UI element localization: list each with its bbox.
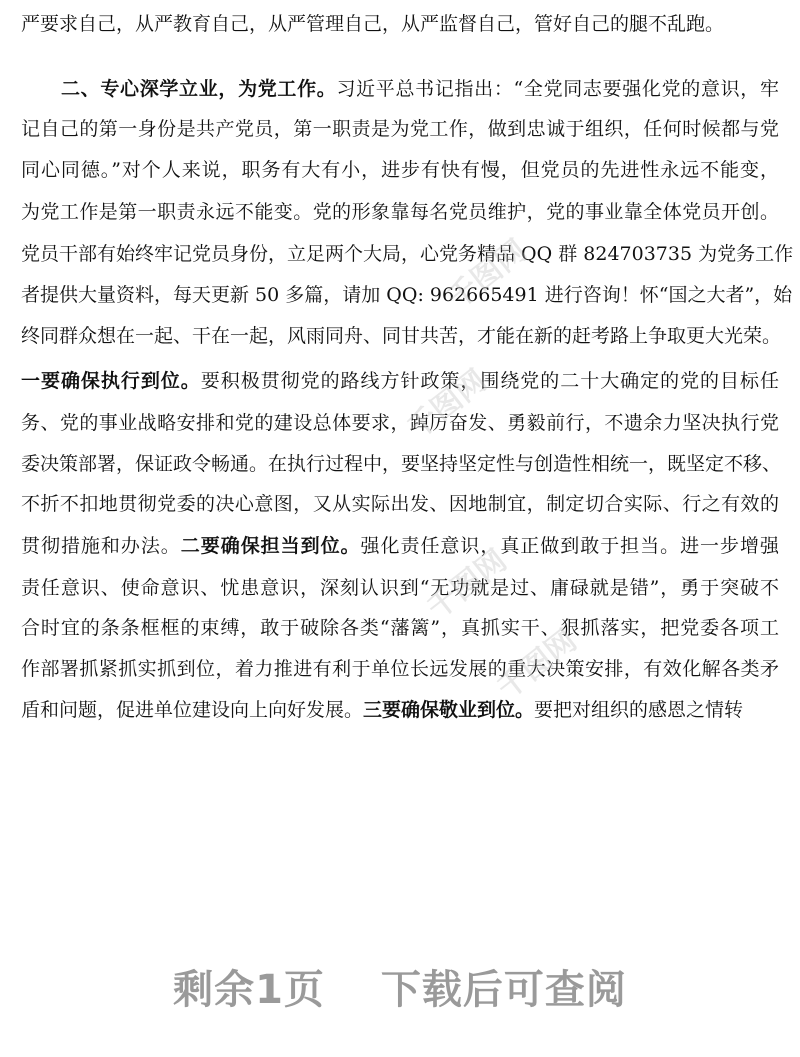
body-text: 务、党的事业战略安排和党的建设总体要求，踔厉奋发、勇毅前行，不遗余力坚决执行党 <box>21 412 779 434</box>
text-line <box>21 534 779 558</box>
text-line <box>21 657 779 681</box>
body-text: 要把对组织的感恩之情转 <box>534 699 744 721</box>
body-text: 要积极贯彻党的路线方针政策，围绕党的二十大确定的党的目标任 <box>200 370 779 392</box>
text-line <box>21 324 782 348</box>
body-text: 同心同德。”对个人来说，职务有大有小，进步有快有慢，但党员的先进性永远不能变， <box>21 159 779 181</box>
text-line <box>21 12 779 36</box>
body-text: 强化责任意识，真正做到敢于担当。进一步增强 <box>360 535 779 557</box>
body-text: 严要求自己，从严教育自己，从严管理自己，从严监督自己，管好自己的腿不乱跑。 <box>21 13 725 35</box>
body-text: 委决策部署，保证政令畅通。在执行过程中，要坚持坚定性与创造性相统一，既坚定不移、 <box>21 453 782 475</box>
body-text: 终同群众想在一起、干在一起，风雨同舟、同甘共苦，才能在新的赶考路上争取更大光荣。 <box>21 325 782 347</box>
bold-heading-text: 二、专心深学立业，为党工作。 <box>61 78 337 100</box>
body-text: 盾和问题，促进单位建设向上向好发展。 <box>21 699 364 721</box>
text-line <box>21 411 779 435</box>
body-text: 党员干部有始终牢记党员身份，立足两个大局，心党务精品 QQ 群 824703735 为党务工作 <box>21 243 794 265</box>
text-line <box>21 283 793 307</box>
text-line <box>21 369 779 393</box>
body-text: 贯彻措施和办法。 <box>21 535 181 557</box>
download-prompt[interactable] <box>0 958 800 1015</box>
body-text: 为党工作是第一职责永远不能变。党的形象靠每名党员维护，党的事业靠全体党员开创。 <box>21 201 779 223</box>
text-line <box>21 452 782 476</box>
watermark: 千图网 <box>490 623 584 707</box>
text-line <box>21 117 779 141</box>
body-text: 合时宜的条条框框的束缚，敢于破除各类“藩篱”，真抓实干、狠抓落实，把党委各项工 <box>21 617 779 639</box>
watermark: 千图网 <box>400 363 494 447</box>
text-line <box>21 616 779 640</box>
body-text: 记自己的第一身份是共产党员，第一职责是为党工作，做到忠诚于组织，任何时候都与党 <box>21 118 779 140</box>
body-text: 习近平总书记指出：“全党同志要强化党的意识，牢 <box>336 78 779 100</box>
text-line <box>21 158 779 182</box>
bold-heading-text: 三要确保敬业到位。 <box>363 699 535 721</box>
text-line <box>21 576 779 600</box>
text-line <box>61 77 779 101</box>
body-text: 作部署抓紧抓实抓到位，着力推进有利于单位长远发展的重大决策安排，有效化解各类矛 <box>21 658 779 680</box>
remaining-pages-label: 剩余1页 <box>173 967 325 1013</box>
download-to-view-label: 下载后可查阅 <box>380 967 627 1013</box>
text-line <box>21 200 779 224</box>
bold-heading-text: 一要确保执行到位。 <box>21 370 201 392</box>
watermark: 千图网 <box>420 543 514 627</box>
bold-heading-text: 二要确保担当到位。 <box>180 535 361 557</box>
text-line <box>21 698 779 722</box>
watermark: 千图网 <box>440 233 534 317</box>
body-text: 责任意识、使命意识、忧患意识，深刻认识到“无功就是过、庸碌就是错”，勇于突破不 <box>21 577 779 599</box>
text-line <box>21 492 779 516</box>
body-text: 者提供大量资料，每天更新 50 多篇，请加 QQ: 962665491 进行咨询！怀“国之大者”，始 <box>21 284 793 306</box>
body-text: 不折不扣地贯彻党委的决心意图，又从实际出发、因地制宜，制定切合实际、行之有效的 <box>21 493 779 515</box>
text-line <box>21 242 794 266</box>
